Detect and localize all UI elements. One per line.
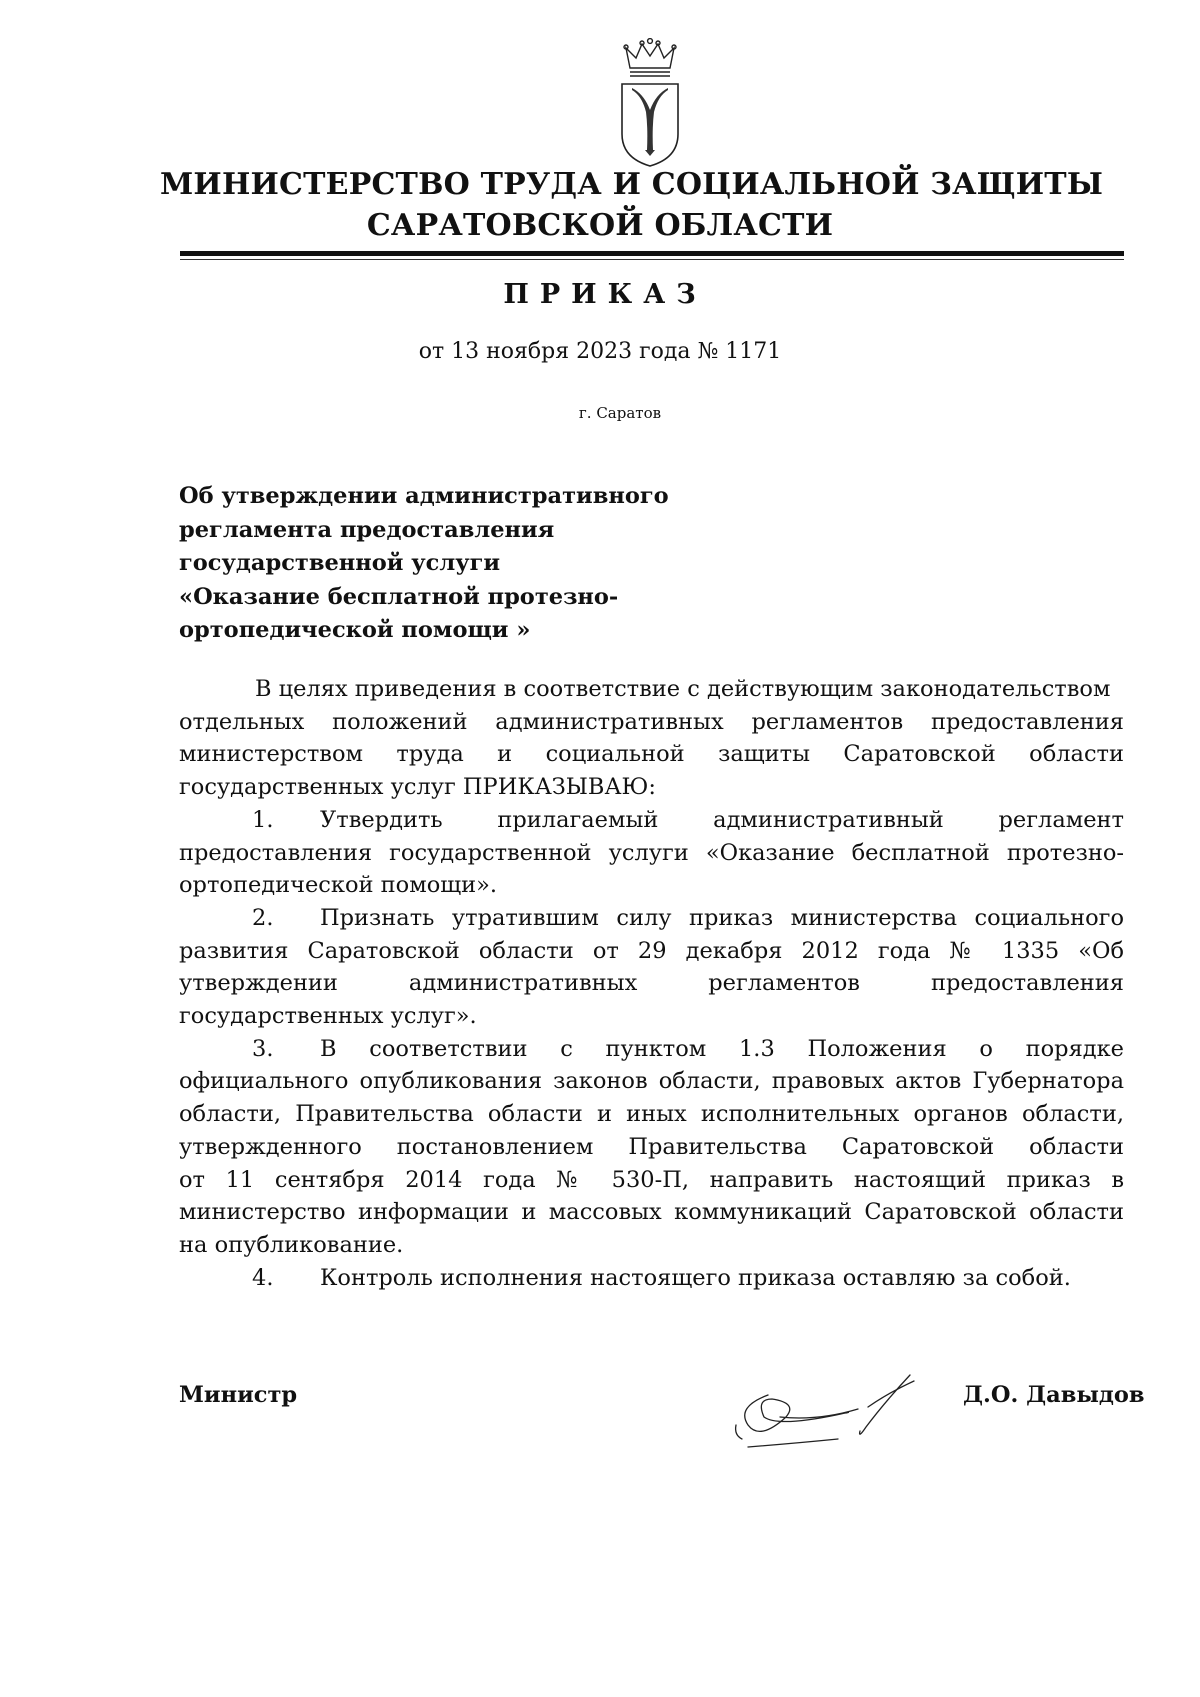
preamble-line: государственных услуг ПРИКАЗЫВАЮ: [179,774,656,801]
item-number: 4. [252,1264,274,1291]
item-number: 2. [252,904,274,931]
coat-of-arms-icon [616,38,684,168]
subject-line: регламента предоставления [179,516,555,543]
handwritten-signature [728,1355,938,1465]
order-city: г. Саратов [578,404,662,422]
ministry-name [160,164,1104,246]
header-rule-thin [180,259,1124,260]
preamble-line: В целях приведения в соответствие с действующим законодательством [255,676,1111,702]
order-subject [179,480,779,648]
order-item-2 [179,902,1124,935]
item-first-line: Утвердить прилагаемый административный регламент [320,806,1124,833]
item-first-line: В соответствии с пунктом 1.3 Положения о порядке [320,1035,1124,1062]
signatory-name: Д.О. Давыдов [963,1382,1145,1408]
subject-line: «Оказание бесплатной протезно- [179,583,619,610]
item-line: области, Правительства области и иных исполнительных органов области, [179,1101,1124,1128]
item-line: ортопедической помощи». [179,872,498,899]
item-line: на опубликование. [179,1231,404,1258]
ministry-name-line2: САРАТОВСКОЙ ОБЛАСТИ [366,208,834,243]
ministry-name-line1: МИНИСТЕРСТВО ТРУДА И СОЦИАЛЬНОЙ ЗАЩИТЫ [160,167,1104,202]
order-date-number: от 13 ноября 2023 года № 1171 [418,339,782,364]
item-line: развития Саратовской области от 29 декабря 2012 года № 1335 «Об [179,937,1124,964]
item-line: утвержденного постановлением Правительства Саратовской области [179,1133,1124,1160]
order-body [179,673,1124,1294]
order-title: ПРИКАЗ [503,279,707,310]
order-item-1 [179,804,1124,837]
preamble-line: министерством труда и социальной защиты Саратовской области [179,741,1124,768]
item-line: от 11 сентября 2014 года № 530-П, направить настоящий приказ в [179,1166,1124,1193]
item-line: официального опубликования законов области, правовых актов Губернатора [179,1068,1124,1095]
signatory-role: Министр [179,1382,298,1408]
preamble-line: отдельных положений административных регламентов предоставления [179,708,1124,735]
item-number: 1. [252,806,274,833]
item-line: утверждении административных регламентов предоставления [179,970,1124,997]
header-rule-thick [180,251,1124,256]
order-item-3 [179,1033,1124,1066]
item-first-line: Признать утратившим силу приказ министерства социального [320,904,1124,931]
item-line: предоставления государственной услуги «Оказание бесплатной протезно- [179,839,1124,866]
item-number: 3. [252,1035,274,1062]
item-line: министерство информации и массовых коммуникаций Саратовской области [179,1199,1124,1226]
subject-line: ортопедической помощи » [179,617,531,643]
order-item-4 [179,1262,1124,1295]
subject-line: государственной услуги [179,550,501,576]
item-line: государственных услуг». [179,1003,477,1030]
item-first-line: Контроль исполнения настоящего приказа оставляю за собой. [320,1264,1071,1291]
subject-line: Об утверждении административного [179,483,669,509]
